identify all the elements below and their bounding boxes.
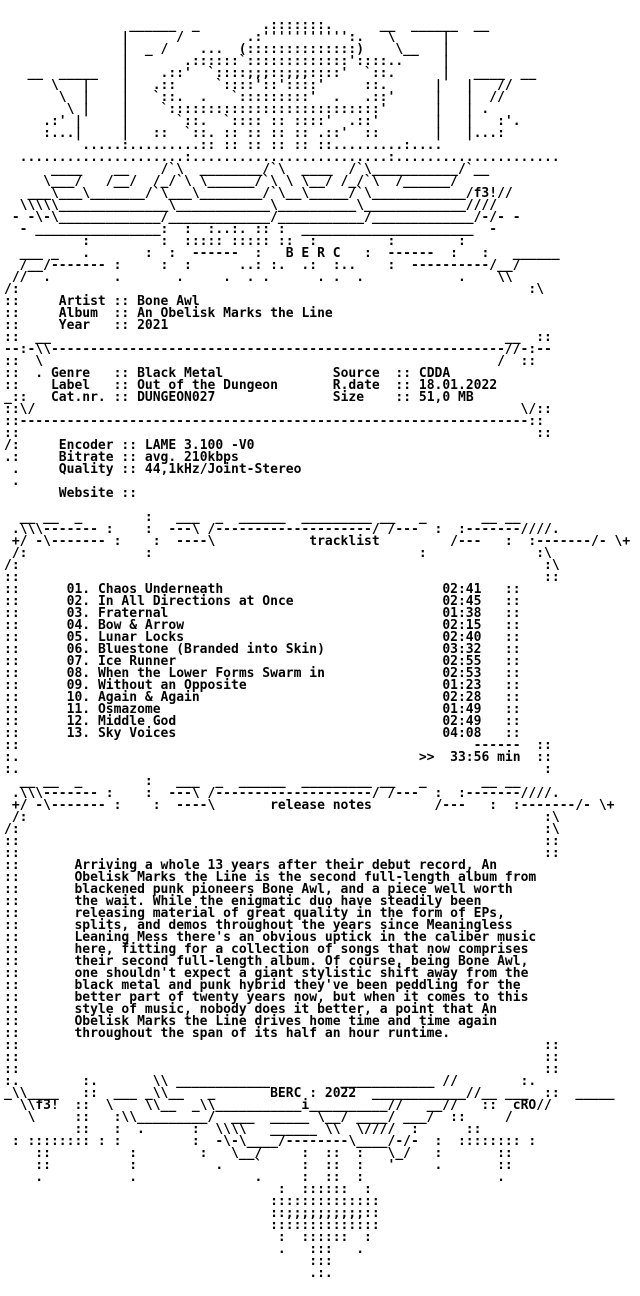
ascii-art-line: __ __ _ : ___ _ ______ _________ __ _ __ __: [4, 774, 521, 789]
notes-row: :: here, fitting for a collection of songs that now comprises: [4, 942, 560, 957]
ascii-art-line: :: ::: [4, 1062, 560, 1077]
total-time: 33:56 min: [450, 750, 521, 765]
track-number: 11.: [66, 702, 98, 717]
track-time: 02:55: [442, 654, 482, 669]
track-title: Sky Voices: [97, 726, 443, 741]
track-row: :: 02. In All Directions at Once 02:45 ::: [4, 594, 521, 609]
notes-row: :: one shouldn't expect a giant stylistic shift away from the: [4, 966, 560, 981]
track-row: :: 12. Middle God 02:49 ::: [4, 714, 521, 729]
track-title: Bluestone (Branded into Skin): [97, 642, 443, 657]
ascii-art-line: ::\/ \/::: [4, 402, 552, 417]
info-website: Website ::: [58, 486, 138, 501]
ascii-art-line: ::;;;;;;;;;;::: [4, 1206, 380, 1221]
ascii-art-line: /: :\: [4, 822, 560, 837]
track-time: 04:08: [442, 726, 482, 741]
album-label: Album: [58, 306, 114, 321]
notes-heading-line: +/ -\------- : : ----\ release notes /--- : :-------/- \+: [4, 798, 615, 813]
track-title: Ice Runner: [97, 654, 443, 669]
total-row: :. >> 33:56 min ::: [4, 750, 552, 765]
track-title: Middle God: [97, 714, 443, 729]
tracklist-heading: tracklist: [309, 534, 380, 549]
track-number: 06.: [66, 642, 98, 657]
track-row: :: 13. Sky Voices 04:08 ::: [4, 726, 521, 741]
track-number: 01.: [66, 582, 98, 597]
genre-label: Genre: [50, 366, 114, 381]
ascii-art-line: :: ------ ::: [4, 738, 552, 753]
info-year: :: Year :: 2021: [4, 318, 169, 333]
source-label: Source: [332, 366, 396, 381]
ascii-art-line: ____ __ /`\ ________/`\ ____ /`\___________/`__: [4, 162, 490, 177]
year-label: Year: [58, 318, 114, 333]
track-title: Again & Again: [97, 690, 443, 705]
track-row: :: 09. Without an Opposite 01:23 ::: [4, 678, 521, 693]
ascii-art-line: /: : : :\: [4, 546, 552, 561]
ascii-art-line: : :::::::: : : : -\-\____/--------\____/-/- : :::::::: :: [4, 1134, 537, 1149]
release-notes-heading: release notes: [270, 798, 372, 813]
label-label: Label: [50, 378, 114, 393]
track-number: 07.: [66, 654, 98, 669]
track-number: 12.: [66, 714, 98, 729]
rdate-label: R.date: [332, 378, 396, 393]
notes-row: :: releasing material of great quality in the form of EPs,: [4, 906, 560, 921]
track-time: 03:32: [442, 642, 482, 657]
ascii-art-line: . ::: .: [4, 1242, 365, 1257]
encoder-value: LAME 3.100 -V0: [144, 438, 255, 453]
track-number: 04.: [66, 618, 98, 633]
track-title: Without an Opposite: [97, 678, 443, 693]
notes-row: :: splits, and demos throughout the years since Meaningless: [4, 918, 560, 933]
ascii-art-line: :: ::: [4, 846, 560, 861]
ascii-art-line: :: ::: [4, 834, 560, 849]
ascii-art-line: ::::::::::::::: [4, 1194, 380, 1209]
ascii-art-line: - -\-\_____________/_____________/___________/_____________/-/- -: [4, 210, 521, 225]
bitrate-value: avg. 210kbps: [144, 450, 239, 465]
ascii-art-line: : :::::: :: [4, 1182, 372, 1197]
track-title: In All Directions at Once: [97, 594, 443, 609]
encoder-label: Encoder: [58, 438, 122, 453]
track-time: 01:49: [442, 702, 482, 717]
track-time: 02:28: [442, 690, 482, 705]
info-album: :: Album :: An Obelisk Marks the Line: [4, 306, 333, 321]
track-row: :: 05. Lunar Locks 02:40 ::: [4, 630, 521, 645]
ascii-art-line: \ | | `:::::::::::::::::::::::::::' | | .: [4, 102, 490, 117]
ascii-art-line: \\\\\______________\____________\__________\_____________////: [4, 198, 498, 213]
ascii-art-line: .\\\------- : : ---\ /--------------------/ /--- : :-------////.: [4, 786, 560, 801]
track-row: :: 11. Osmazome 01:49 ::: [4, 702, 521, 717]
notes-row: :: blackened punk pioneers Bone Awl, and a piece well worth: [4, 882, 560, 897]
notes-row: :: black metal and punk hybrid they've been peddling for the: [4, 978, 560, 993]
ascii-art-line: :: ::: [4, 426, 552, 441]
ascii-art-line: \ | | `::. . `:::::::::' . .::' | | //: [4, 90, 505, 105]
notes-row: :: throughout the span of its half an hour runtime.: [4, 1026, 560, 1041]
notes-line: style of music, nobody does it better, a point that An: [74, 1002, 560, 1017]
footer-tag-right: cRO: [512, 1098, 537, 1113]
ascii-art-line: .....................:.........................:.....................: [4, 150, 560, 165]
notes-row: :: their second full-length album. Of course, being Bone Awl,: [4, 954, 560, 969]
info-genre: :: . Genre :: Black Metal Source :: CDDA: [4, 366, 451, 381]
track-time: 02:40: [442, 630, 482, 645]
website-label: Website: [58, 486, 122, 501]
footer-tag-line: \\f3! :: \ \\__ _\\___________i__________// __// :: cRO//: [4, 1098, 552, 1113]
notes-line: Obelisk Marks the Line is the second full-length album from: [74, 870, 560, 885]
track-number: 10.: [66, 690, 98, 705]
track-row: :: 04. Bow & Arrow 02:15 ::: [4, 618, 521, 633]
ascii-art-line: ::::::::::::::: [4, 1218, 380, 1233]
track-title: Lunar Locks: [97, 630, 443, 645]
ascii-art-line: . . . : :: : .: [4, 1170, 505, 1185]
bitrate-label: Bitrate: [58, 450, 122, 465]
notes-line: here, fitting for a collection of songs that now comprises: [74, 942, 560, 957]
track-time: 02:15: [442, 618, 482, 633]
ascii-art-line: :: : : \__/ : :: : \_/ : ::: [4, 1146, 513, 1161]
notes-line: black metal and punk hybrid they've been peddling for the: [74, 978, 560, 993]
ascii-art-line: | .::::::`:::::::::::::'::::.. |: [4, 54, 451, 69]
ascii-art-line: ___\___\_______/`\___\________/`\__\_____/`\____________/f3!//: [4, 186, 513, 201]
notes-line: releasing material of great quality in the form of EPs,: [74, 906, 560, 921]
track-number: 09.: [66, 678, 98, 693]
footer-year: 2022: [324, 1086, 357, 1101]
footer-group: BERC: [270, 1086, 302, 1101]
ascii-art-line: .:' | | `::. `:::: :: ::::' .::' | | :'.: [4, 114, 521, 129]
ascii-art-line: --:-\\----------------------------------------------------------//-:--: [4, 342, 552, 357]
notes-line: the wait. While the enigmatic duo have steadily been: [74, 894, 560, 909]
track-time: 02:49: [442, 714, 482, 729]
ascii-art-line: :: ::: [4, 1038, 560, 1053]
track-time: 01:38: [442, 606, 482, 621]
track-row: :: 03. Fraternal 01:38 ::: [4, 606, 521, 621]
quality-value: 44,1kHz/Joint-Stereo: [144, 462, 302, 477]
quality-label: Quality: [58, 462, 122, 477]
track-row: :: 01. Chaos Underneath 02:41 ::: [4, 582, 521, 597]
track-row: :: 06. Bluestone (Branded into Skin) 03:32 ::: [4, 642, 521, 657]
notes-line: Arriving a whole 13 years after their debut record, An: [74, 858, 560, 873]
ascii-art-line: : :::::: :: [4, 1230, 372, 1245]
notes-row: :: Arriving a whole 13 years after their debut record, An: [4, 858, 560, 873]
catnr-label: Cat.nr.: [50, 390, 114, 405]
notes-row: :: Obelisk Marks the Line drives home time and time again: [4, 1014, 560, 1029]
year-value: 2021: [137, 318, 169, 333]
ascii-art-line: :: \ / ::: [4, 354, 537, 369]
nfo-document: [4, 20, 630, 1280]
logo-line: ___ _ . : : ------ : B E R C : ------ : : ______: [4, 246, 560, 261]
ascii-art-line: \___/ /__/ /_/`\ \______/`\ \ \__/ /_/`\ /______/: [4, 174, 458, 189]
track-title: Chaos Underneath: [97, 582, 443, 597]
artist-value: Bone Awl: [137, 294, 200, 309]
ascii-art-line: :: __ __ ::: [4, 330, 552, 345]
artist-label: Artist: [58, 294, 114, 309]
info-artist: :: Artist :: Bone Awl: [4, 294, 200, 309]
catnr-value: DUNGEON027: [137, 390, 294, 405]
album-value: An Obelisk Marks the Line: [137, 306, 333, 321]
ascii-art-line: :::: [4, 1254, 333, 1269]
ascii-art-line: __ __ _ : ___ _ ______ _________ __ _ __ __: [4, 510, 521, 525]
notes-line: splits, and demos throughout the years since Meaningless: [74, 918, 560, 933]
track-row: :: 07. Ice Runner 02:55 ::: [4, 654, 521, 669]
ascii-art-line: - ________________: : :..:. :: : ______________________ -: [4, 222, 498, 237]
rdate-value: 18.01.2022: [418, 378, 498, 393]
notes-row: :: style of music, nobody does it better, a point that An: [4, 1002, 560, 1017]
notes-line: their second full-length album. Of course, being Bone Awl,: [74, 954, 560, 969]
track-time: 02:45: [442, 594, 482, 609]
tracklist-heading-line: +/ -\------- : : ----\ tracklist /--- : :-------/- \+: [4, 534, 631, 549]
ascii-art-line: :: ::: [4, 1050, 560, 1065]
ascii-art-line: | _ / ... (::::::::::::::) \__ |: [4, 42, 451, 57]
track-title: Osmazome: [97, 702, 443, 717]
source-value: CDDA: [418, 366, 451, 381]
notes-row: :: the wait. While the enigmatic duo have steadily been: [4, 894, 560, 909]
track-number: 08.: [66, 666, 98, 681]
ascii-art-line: .\\\------- : : ---\ /--------------------/ /--- : :-------////.: [4, 522, 560, 537]
ascii-art-line: // . . . . . . . . . . \\: [4, 270, 513, 285]
notes-line: blackened punk pioneers Bone Awl, and a piece well worth: [74, 882, 560, 897]
info-encoder: /: Encoder :: LAME 3.100 -V0: [4, 438, 255, 453]
track-title: Bow & Arrow: [97, 618, 443, 633]
notes-row: :: Obelisk Marks the Line is the second full-length album from: [4, 870, 560, 885]
ascii-art-line: /__/------- : : : ..: :. .: :.. : ----------/__/: [4, 258, 521, 273]
track-number: 13.: [66, 726, 98, 741]
size-value: 51,0 MB: [418, 390, 474, 405]
notes-line: one shouldn't expect a giant stylistic shift away from the: [74, 966, 560, 981]
ascii-art-line: /: :\: [4, 282, 545, 297]
ascii-art-line: :: ::: [4, 570, 560, 585]
track-title: Fraternal: [97, 606, 443, 621]
ascii-art-line: ::-----------------------------------------------------------------::: [4, 414, 545, 429]
ascii-art-line: /: :\: [4, 810, 560, 825]
info-catnr: _:: Cat.nr. :: DUNGEON027 Size :: 51,0 MB: [4, 390, 474, 405]
size-label: Size: [332, 390, 396, 405]
info-quality: . Quality :: 44,1kHz/Joint-Stereo: [4, 462, 302, 477]
ascii-art-line: .: [4, 474, 20, 489]
ascii-art-line: __ _____ | .::' `::::;;;::;;;::::' `::. | ____ __: [4, 66, 537, 81]
notes-line: Leaning Mess there's an obvious uptick in the caliber music: [74, 930, 560, 945]
notes-row: :: Leaning Mess there's an obvious uptick in the caliber music: [4, 930, 560, 945]
logo-letters: B E R C: [285, 246, 341, 261]
footer-tag-left: f3!: [35, 1098, 59, 1113]
total-marker: >>: [418, 750, 435, 765]
track-number: 02.: [66, 594, 98, 609]
footer-art: :. :. \\ ____________ ____________ // :.: [4, 1074, 537, 1089]
track-time: 02:41: [442, 582, 482, 597]
ascii-art-line: | / .:''''''''''':. \ |: [4, 30, 451, 45]
label-value: Out of the Dungeon: [137, 378, 294, 393]
ascii-art-line: :. :: [4, 762, 552, 777]
ascii-art-line: \ :: :\\_________/ ___ _____ \__/ ____/ ___/ :: /: [4, 1110, 513, 1125]
genre-value: Black Metal: [137, 366, 294, 381]
track-title: When the Lower Forms Swarm in: [97, 666, 443, 681]
notes-row: :: better part of twenty years now, but when it comes to this: [4, 990, 560, 1005]
track-row: :: 10. Again & Again 02:28 ::: [4, 690, 521, 705]
notes-line: better part of twenty years now, but when it comes to this: [74, 990, 560, 1005]
info-bitrate: .: Bitrate :: avg. 210kbps: [4, 450, 239, 465]
notes-line: throughout the span of its half an hour runtime.: [74, 1026, 560, 1041]
ascii-art-line: .....:.........:: :: :: :: :: ::.........:....: [4, 138, 443, 153]
footer-group-line: _\\____ :: ___ _\\__ _ BERC : 2022 ____________//__ ___ :: _____: [4, 1086, 615, 1101]
ascii-art-line: : : ::::: ::::: :: : : :: [4, 234, 466, 249]
ascii-art-line: :: : . : \\\\ ______ \\ \//// : ::: [4, 1122, 482, 1137]
track-number: 03.: [66, 606, 98, 621]
ascii-art-line: .:.: [4, 1266, 333, 1281]
track-number: 05.: [66, 630, 98, 645]
track-time: 02:53: [442, 666, 482, 681]
ascii-art-line: \ | | .:: `::::'::'::::' ::. | | //: [4, 78, 513, 93]
notes-line: Obelisk Marks the Line drives home time and time again: [74, 1014, 560, 1029]
track-row: :: 08. When the Lower Forms Swarm in 02:53 ::: [4, 666, 521, 681]
ascii-art-line: ______ _ .:::::::. __ ______ __: [4, 18, 490, 33]
info-label: :: Label :: Out of the Dungeon R.date :: 18.01.2022: [4, 378, 498, 393]
ascii-art-line: :: : . ` : :: : ' . ::: [4, 1158, 513, 1173]
ascii-art-line: :...| | :: `::. :: :: :: :: .::' :: | |...:: [4, 126, 505, 141]
ascii-art-line: /: :\: [4, 558, 560, 573]
track-time: 01:23: [442, 678, 482, 693]
